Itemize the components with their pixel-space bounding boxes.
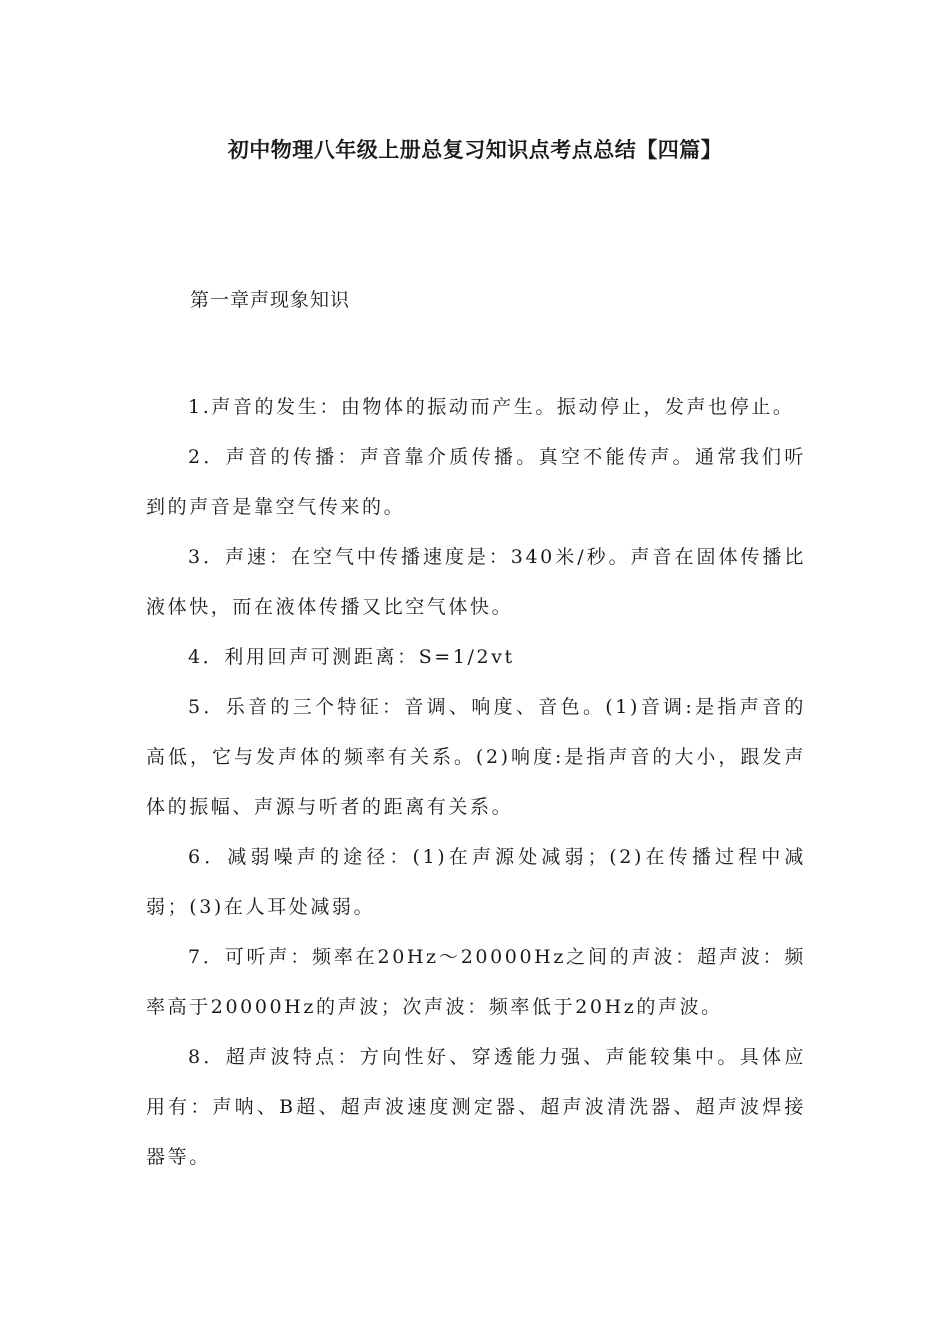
paragraph-3: 3．声速：在空气中传播速度是：340米/秒。声音在固体传播比液体快，而在液体传播又比空气体快。 [146,546,806,618]
paragraph-4: 4．利用回声可测距离：S=1/2vt [188,646,515,668]
document-body [146,382,806,1182]
paragraph-2: 2．声音的传播：声音靠介质传播。真空不能传声。通常我们听到的声音是靠空气传来的。 [146,446,806,518]
paragraph-5: 5．乐音的三个特征：音调、响度、音色。(1)音调:是指声音的高低，它与发声体的频率有关系。(2)响度:是指声音的大小，跟发声体的振幅、声源与听者的距离有关系。 [146,696,806,818]
document-title: 初中物理八年级上册总复习知识点考点总结【四篇】 [227,138,723,162]
chapter-heading: 第一章声现象知识 [190,289,351,311]
paragraph-7: 7．可听声：频率在20Hz～20000Hz之间的声波：超声波：频率高于20000Hz的声波；次声波：频率低于20Hz的声波。 [146,946,806,1018]
paragraph-8: 8．超声波特点：方向性好、穿透能力强、声能较集中。具体应用有：声呐、B超、超声波速度测定器、超声波清洗器、超声波焊接器等。 [146,1046,806,1168]
paragraph-6: 6．减弱噪声的途径：(1)在声源处减弱；(2)在传播过程中减弱；(3)在人耳处减弱。 [146,846,806,918]
paragraph-1: 1.声音的发生：由物体的振动而产生。振动停止，发声也停止。 [188,396,795,418]
